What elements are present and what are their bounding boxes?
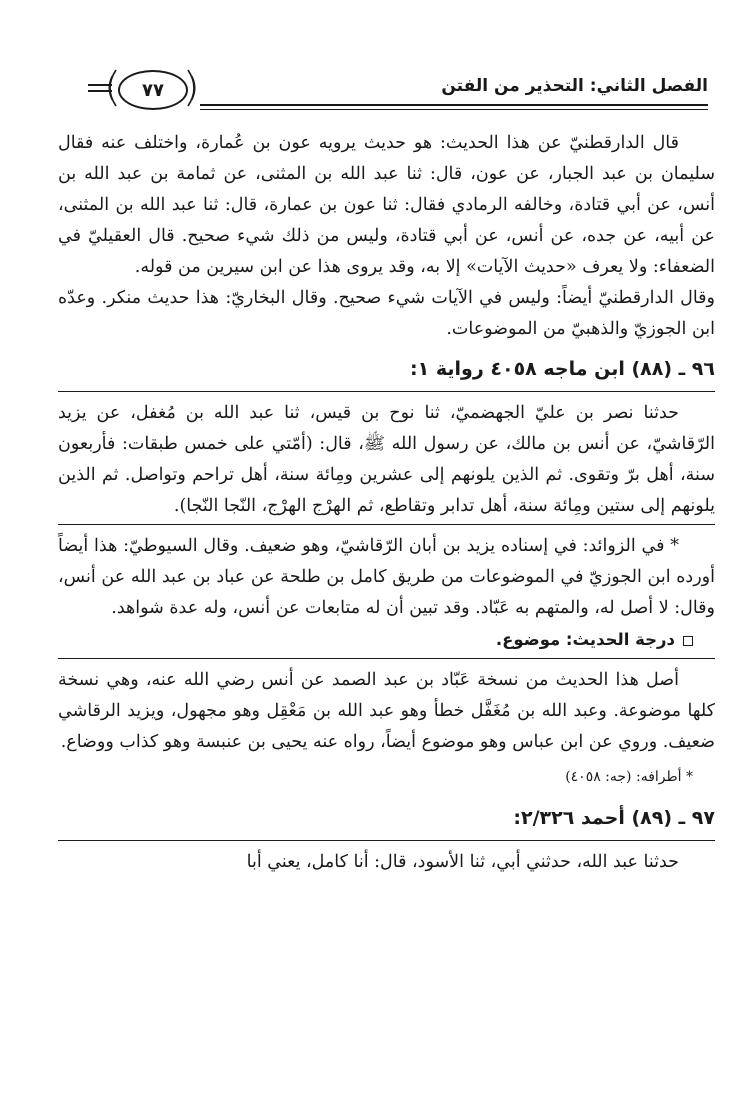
header-rule [200,104,708,106]
section-rule [58,524,715,525]
left-ornament-icon [102,68,118,108]
page-content [58,128,715,878]
zawaid-note: * في الزوائد: في إسناده يزيد بن أبان الرّقاشيّ، وهو ضعيف. وقال السيوطيّ: هذا أيضاً أورده ابن الجوزيّ في الموضوعات من طريق كامل بن طلحة عن عباد بن عبد الله عن أنس، وقال: لا أصل له، والمتهم به عَبّاد. وقد تبين أن له متابعات عن أنس، وله عدة شواهد. [58,536,715,618]
atraf-note: * أطرافه: (جه: ٤٠٥٨) [565,769,693,785]
daraqutni-paragraph-2: وقال الدارقطنيّ أيضاً: وليس في الآيات شيء صحيح. وقال البخاريّ: هذا حديث منكر. وعدّه ابن الجوزيّ والذهبيّ من الموضوعات. [58,288,715,339]
hadith-grade [58,624,715,656]
header-rule [200,109,708,110]
hadith-96-heading: ٩٦ ـ (٨٨) ابن ماجه ٤٠٥٨ رواية ١: [410,358,715,380]
grade-label: درجة الحديث: [565,630,675,649]
section-rule [58,658,715,659]
section-rule [58,840,715,841]
grade-value: موضوع. [495,630,561,649]
hadith-96-text: حدثنا نصر بن عليّ الجهضميّ، ثنا نوح بن قيس، ثنا عبد الله بن مُغفل، عن يزيد الرّقاشيّ، عن أنس بن مالك، عن رسول الله ﷺ، قال: (أمّتي على خمس طبقات: فأربعون سنة، أهل برّ وتقوى. ثم الذين يلونهم إلى عشرين ومِائة سنة، أهل تراحم وتواصل. ثم الذين يلونهم إلى ستين ومِائة سنة، أهل تدابر وتقاطع، ثم الهرْج الهرْج، النّجا النّجا). [58,403,715,516]
section-rule [58,391,715,392]
hadith-97-text: حدثنا عبد الله، حدثني أبي، ثنا الأسود، قال: أنا كامل، يعني أبا [246,852,679,872]
page-header [88,58,708,120]
chapter-title: الفصل الثاني: التحذير من الفتن [441,76,708,96]
daraqutni-paragraph: قال الدارقطنيّ عن هذا الحديث: هو حديث يرويه عون بن عُمارة، واختلف عنه فقال سليمان بن عبد الجبار، عن عون، قال: ثنا عبد الله بن المثنى، عن ثمامة بن عبد الله بن أنس، عن أبي قتادة، وخالفه الرمادي فقال: ثنا عون بن عمارة، قال: ثنا عبد الله بن المثنى، عن أبيه، عن جده، عن أنس، عن أبي قتادة، وليس من ذلك شيء صحيح. قال العقيليّ في الضعفاء: ولا يعرف «حديث الآيات» إلا به، وقد يروى هذا عن ابن سيرين من قوله. [58,133,715,277]
hadith-96-commentary: أصل هذا الحديث من نسخة عَبّاد بن عبد الصمد عن أنس رضي الله عنه، وهي نسخة كلها موضوعة. وعبد الله بن مُغَفَّل خطأ وهو عبد الله بن مَعْقِل وهو مجهول، ويزيد الرقاشي ضعيف. وروي عن ابن عباس وهو موضوع أيضاً، رواه عنه يحيى بن عنبسة وهو كذاب ووضاع. [58,670,715,752]
hadith-97-heading: ٩٧ ـ (٨٩) أحمد ٢/٣٢٦: [513,807,715,829]
right-ornament-icon [186,68,202,108]
page-number: ٧٧ [118,70,188,110]
page-number-badge [88,66,200,112]
square-bullet-icon [683,636,693,646]
